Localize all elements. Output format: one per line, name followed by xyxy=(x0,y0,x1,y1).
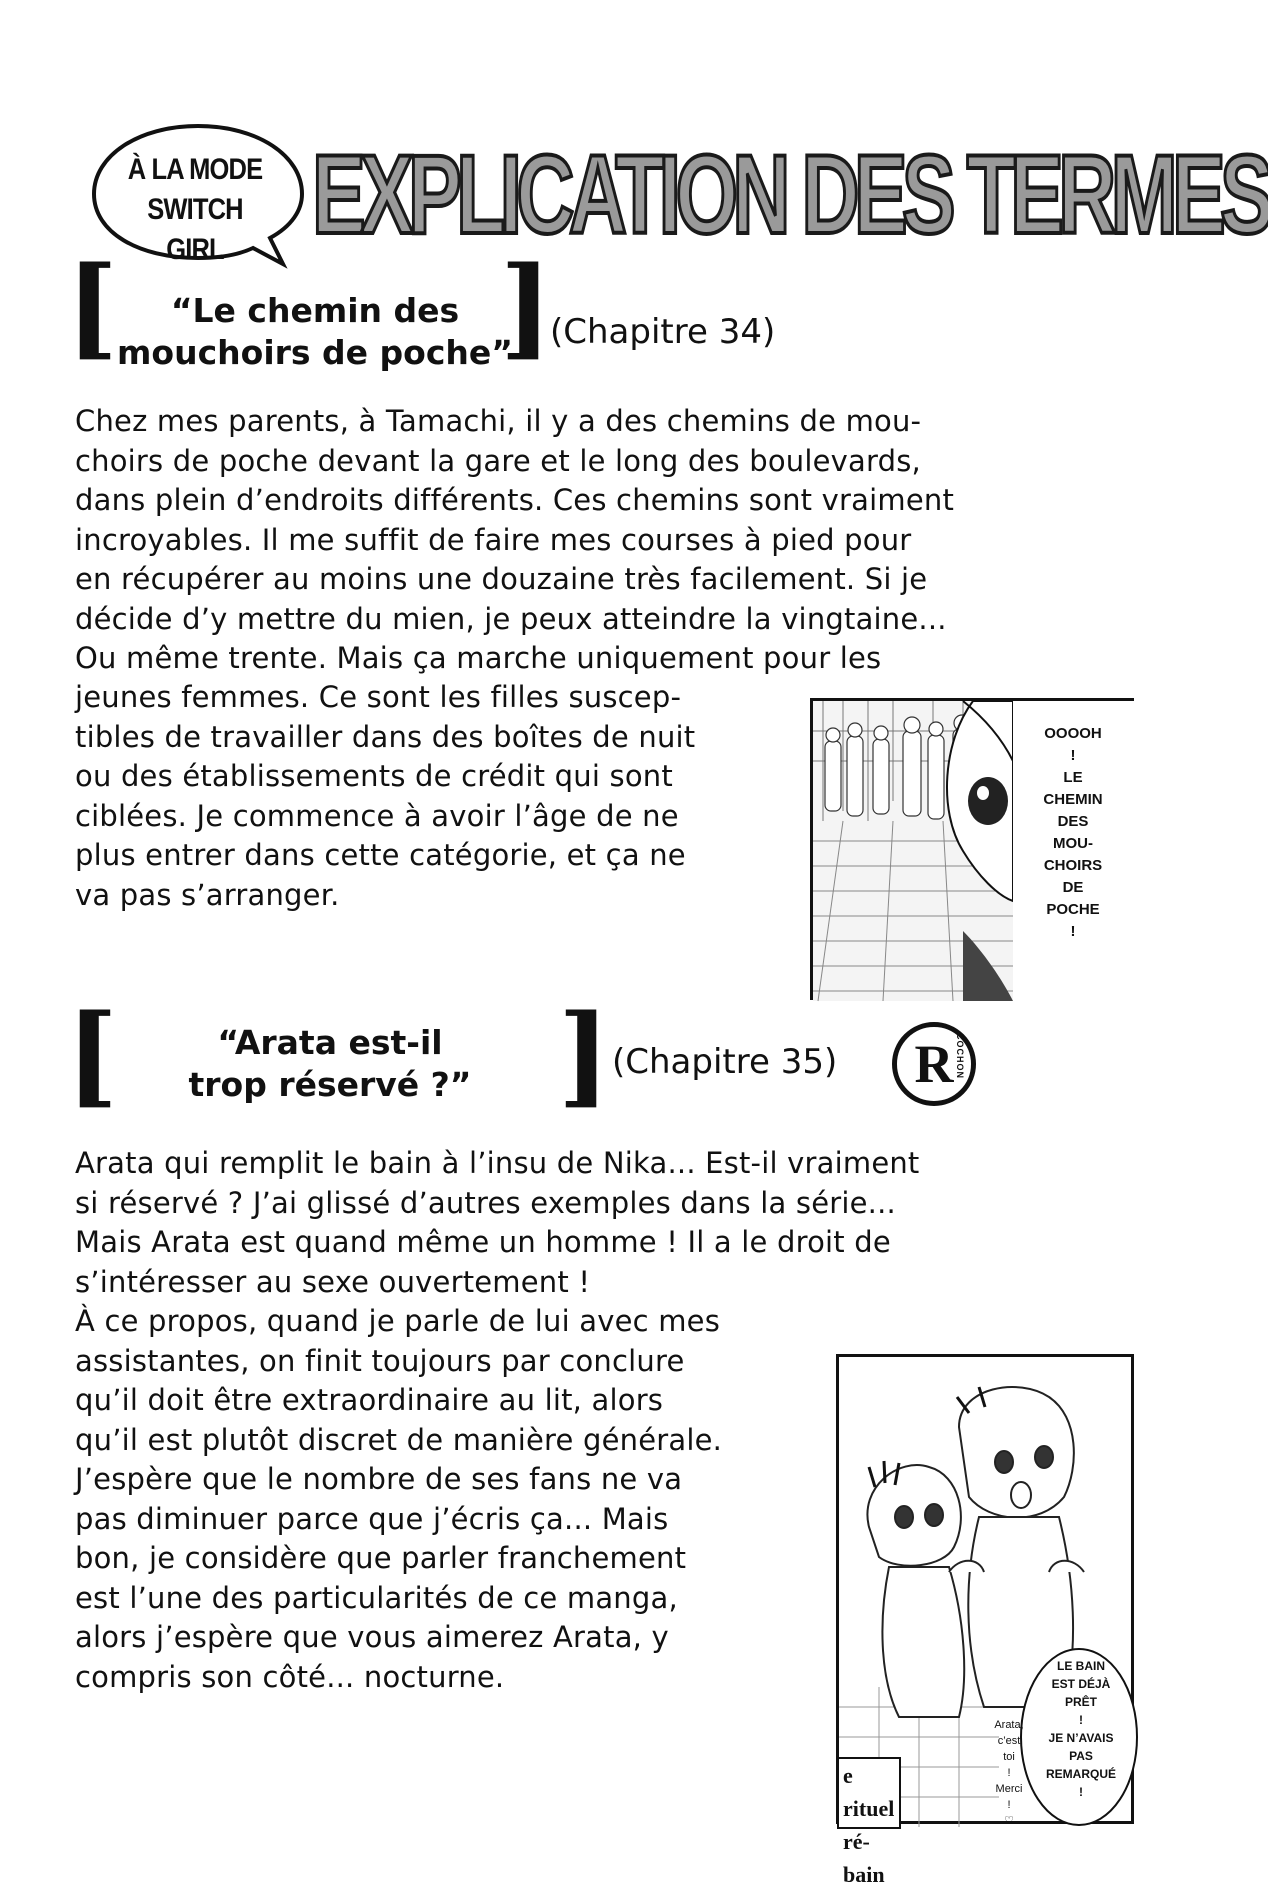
section2-title xyxy=(130,1022,530,1106)
section1-title-line2: mouchoirs de poche” xyxy=(117,333,513,372)
panel-small-text: Arata, c’est toi ! Merci ! ♡ xyxy=(994,1719,1024,1827)
series-name-line2: SWITCH GIRL xyxy=(147,193,243,266)
panel-speech-text: LE BAIN EST DÉJÀ PRÊT ! JE N’AVAIS PAS REMARQUÉ ! xyxy=(1045,1659,1116,1799)
seal-letter: R xyxy=(914,1034,954,1094)
section2-chapter: (Chapitre 35) xyxy=(612,1042,838,1082)
panel-sfx-text: OOOOH ! LE CHEMIN DES MOU- CHOIRS DE POCHE ! xyxy=(1043,725,1103,940)
section2-title-line2: trop réservé ?” xyxy=(188,1065,472,1104)
section1-paragraph-wrap: jeunes femmes. Ce sont les filles suscep- tibles de travailler dans des boîtes de nuit ou des établissements de crédit qui sont ciblées. Je commence à avoir l’âge de ne plus entrer dans cette catégorie, et ça ne va pas s’arranger. xyxy=(75,680,696,912)
page-title: EXPLICATION DES TERMES xyxy=(312,132,1268,257)
manga-panel-bath xyxy=(836,1354,1134,1887)
panel-caption: e rituel ré-bain xyxy=(837,1757,901,1829)
right-bracket: ] xyxy=(500,242,553,371)
section1-paragraph: Chez mes parents, à Tamachi, il y a des chemins de mou- choirs de poche devant la gare et le long des boulevards, dans plein d’endroits différents. Ces chemins sont vraiment incroyables. Il me suffit de faire mes courses à pied pour en récupérer au moins une douzaine très facilement. Si je décide d’y mettre du mien, je peux atteindre la vingtaine... Ou même trente. Mais ça marche uniquement pour les xyxy=(75,404,955,675)
section2-title-line1: “Arata est-il xyxy=(217,1023,443,1062)
section1-chapter: (Chapitre 34) xyxy=(550,312,776,352)
section1-title xyxy=(110,290,520,374)
section2-paragraph: Arata qui remplit le bain à l’insu de Nika... Est-il vraiment si réservé ? J’ai glissé d’autres exemples dans la série... Mais Arata est quand même un homme ! Il a le droit de s’intéresser au sexe ouvertement ! xyxy=(75,1146,920,1299)
right-bracket: ] xyxy=(558,990,611,1119)
section2-paragraph-wrap: À ce propos, quand je parle de lui avec mes assistantes, on finit toujours par conclure qu’il doit être extraordinaire au lit, alors qu’il est plutôt discret de manière générale. J’espère que le nombre de ses fans ne va pas diminuer parce que j’écris ça... Mais bon, je considère que parler franchement est l’une des particularités de ce manga, alors j’espère que vous aimerez Arata, y compris son côté... nocturne. xyxy=(75,1304,723,1694)
left-bracket: [ xyxy=(66,990,119,1119)
left-bracket: [ xyxy=(66,242,119,371)
series-name xyxy=(123,150,268,270)
series-name-line1: À LA MODE xyxy=(127,153,263,186)
section1-title-line1: “Le chemin des xyxy=(170,291,460,330)
rating-seal xyxy=(892,1022,976,1106)
seal-label: COCHON xyxy=(955,1033,965,1079)
manga-panel-street xyxy=(810,698,1134,1000)
